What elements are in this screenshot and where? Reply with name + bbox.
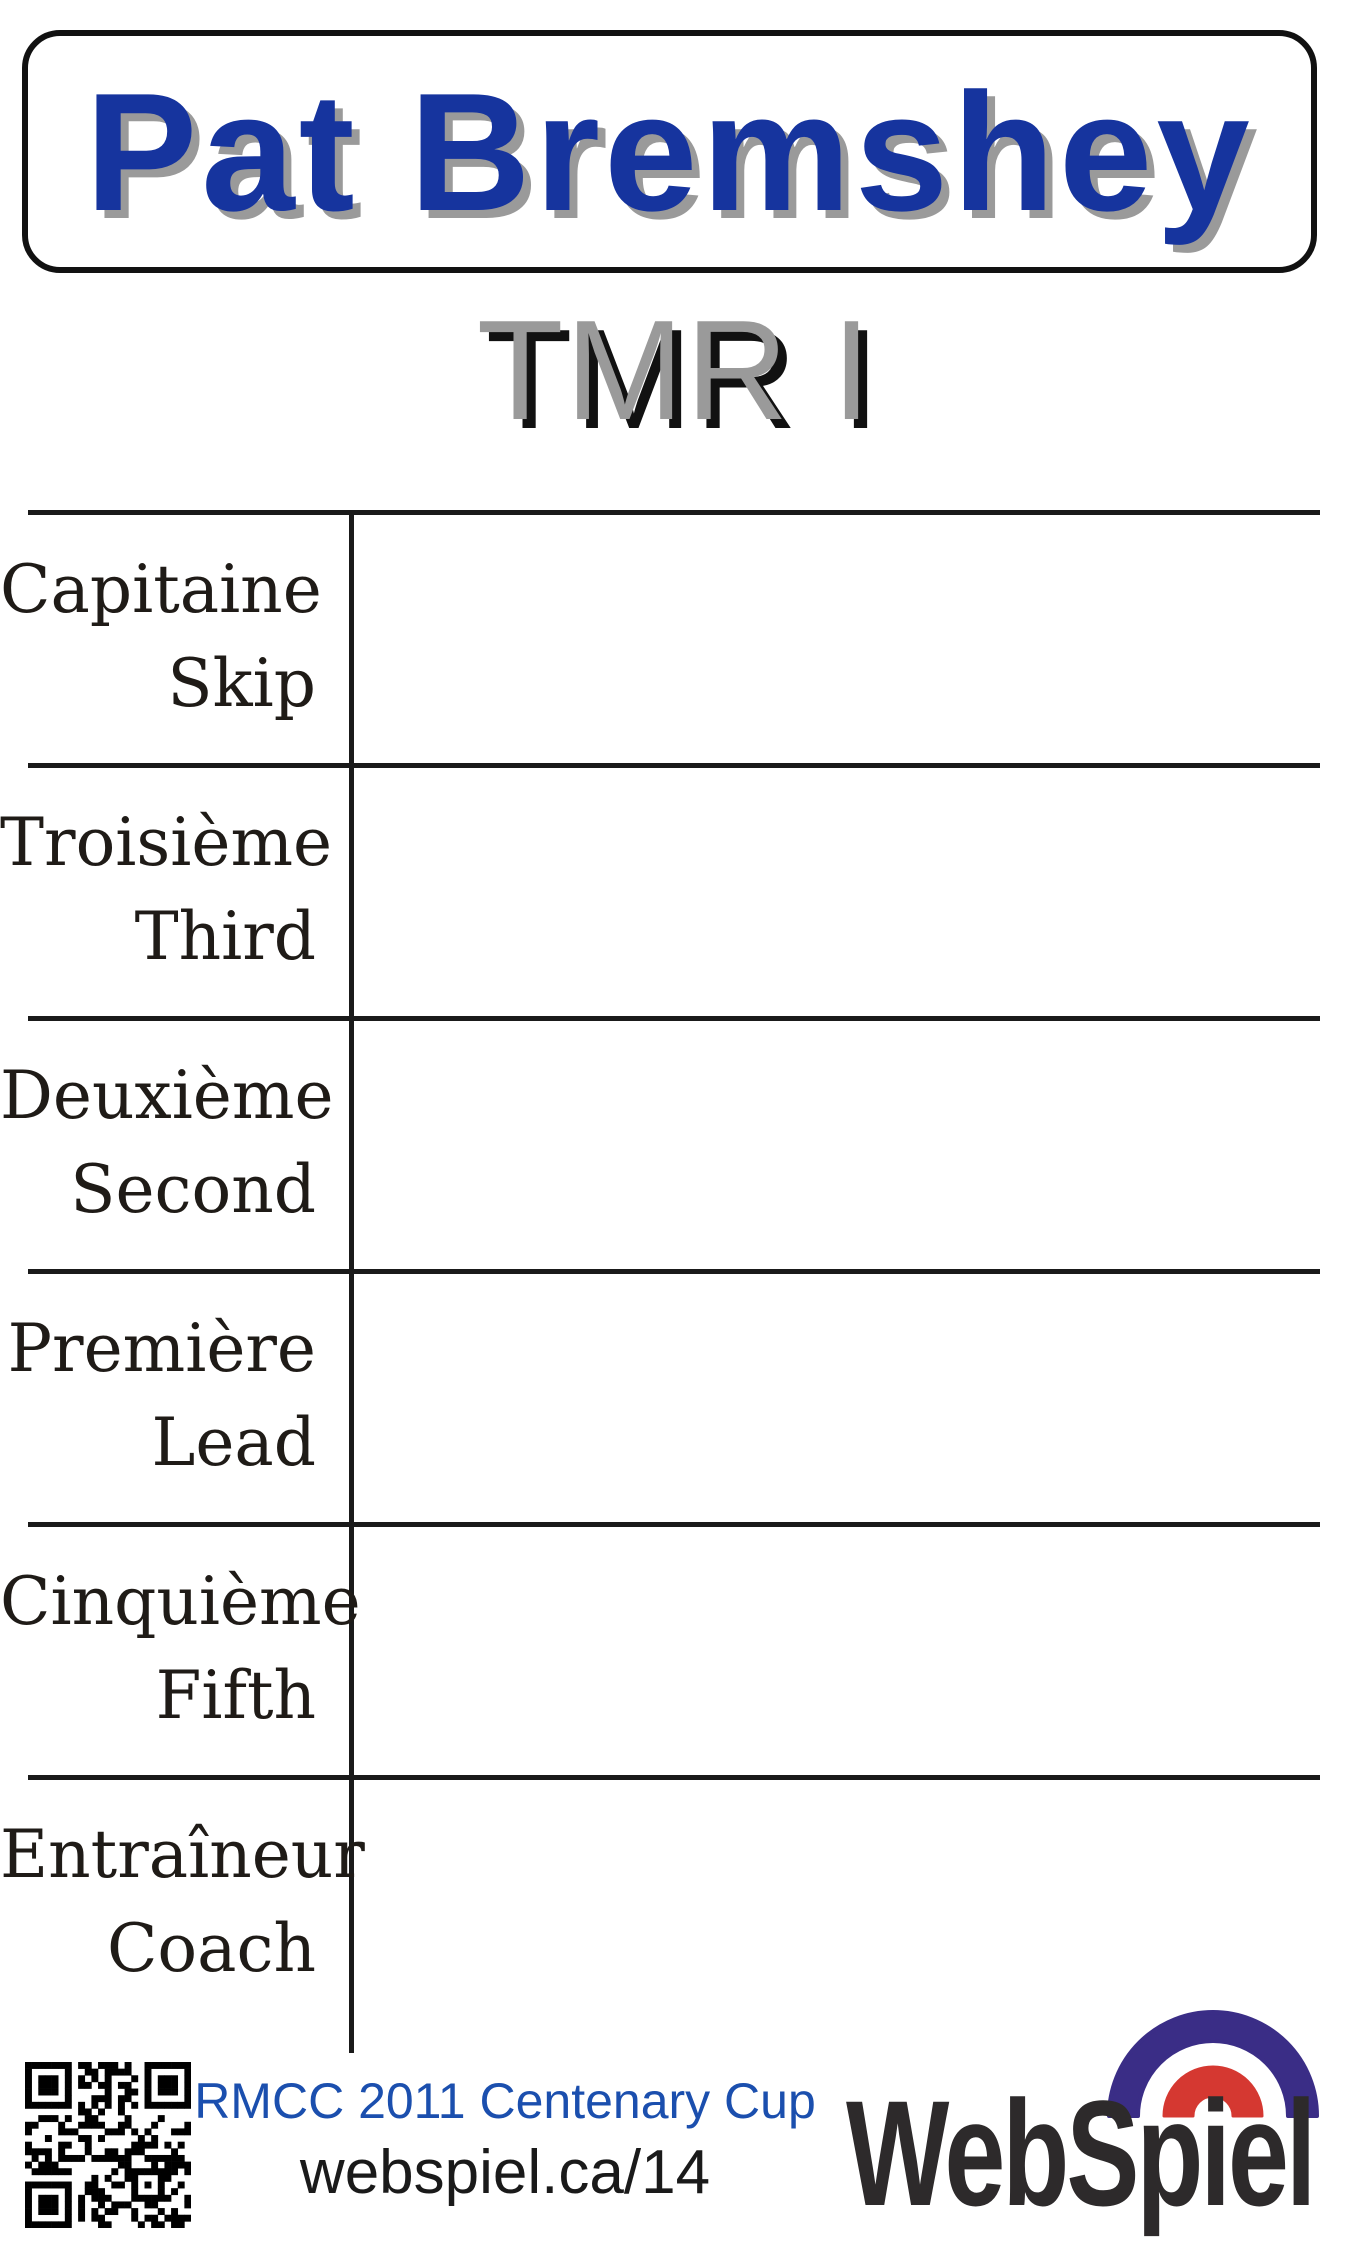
event-url: webspiel.ca/14: [299, 2138, 711, 2207]
entry-cell-third: [354, 763, 1320, 1016]
role-label-fr: Première: [7, 1309, 316, 1387]
entry-cell-lead: [354, 1269, 1320, 1522]
role-label-fr: Deuxième: [0, 1056, 334, 1134]
qr-code-icon: [25, 2062, 191, 2228]
entry-cell-second: [354, 1016, 1320, 1269]
role-label-fr: Cinquième: [0, 1562, 361, 1640]
webspiel-logo: [840, 1995, 1350, 2245]
table-row-fifth: [0, 1522, 1350, 1775]
table-row-skip: [0, 510, 1350, 763]
role-label-en: Skip: [167, 644, 316, 722]
entry-cell-fifth: [354, 1522, 1320, 1775]
team-name: TMR I: [476, 291, 874, 450]
role-label-fr: Entraîneur: [0, 1815, 365, 1893]
role-label-en: Coach: [106, 1909, 316, 1987]
table-row-lead: [0, 1269, 1350, 1522]
role-label-en: Second: [70, 1150, 316, 1228]
role-label-en: Fifth: [155, 1656, 316, 1734]
table-row-third: [0, 763, 1350, 1016]
event-title: RMCC 2011 Centenary Cup: [194, 2073, 816, 2129]
role-label-en: Third: [134, 897, 316, 975]
player-name-card: [22, 30, 1317, 273]
table-row-second: [0, 1016, 1350, 1269]
role-label-en: Lead: [151, 1403, 316, 1481]
role-label-fr: Capitaine: [0, 550, 322, 628]
page-title: Pat Bremshey: [85, 57, 1254, 246]
table-row-coach: [0, 1775, 1350, 2028]
entry-cell-skip: [354, 510, 1320, 763]
entry-cell-coach: [354, 1775, 1320, 2028]
role-label-fr: Troisième: [0, 803, 333, 881]
logo-wordmark: WebSpiel: [846, 2069, 1314, 2237]
